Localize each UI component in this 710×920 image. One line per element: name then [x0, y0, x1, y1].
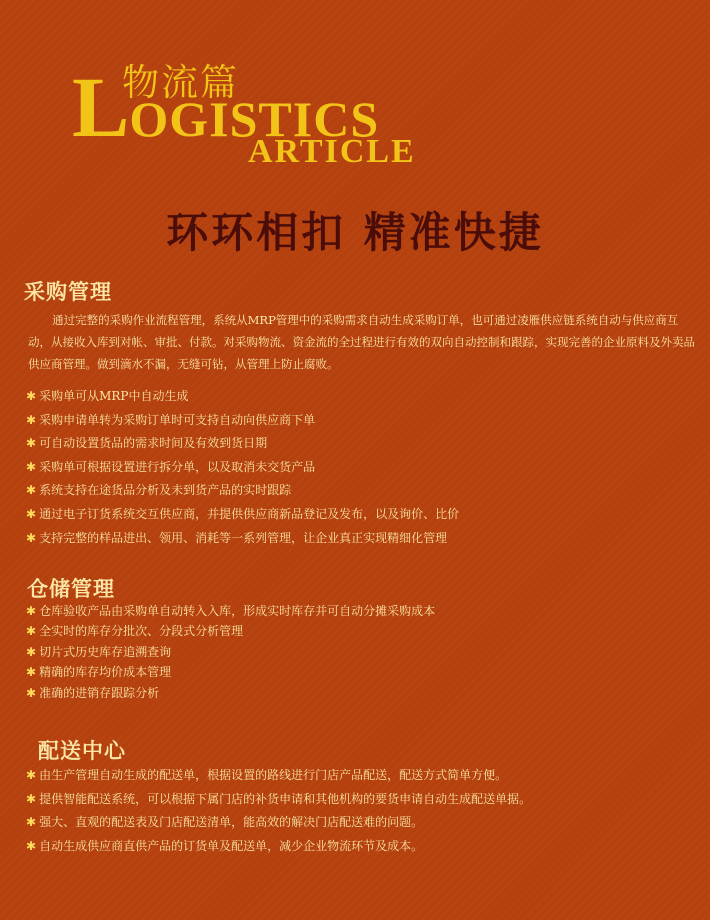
star-bullet-icon: ✱: [26, 506, 37, 521]
list-item: [26, 479, 459, 503]
star-bullet-icon: ✱: [26, 685, 37, 700]
list-item: [26, 662, 435, 682]
list-item-text: 系统支持在途货品分析及未到货产品的实时跟踪: [39, 483, 292, 498]
section-title-warehouse: 仓储管理: [27, 576, 115, 601]
list-item: [26, 432, 459, 456]
star-bullet-icon: ✱: [26, 604, 37, 618]
list-item-text: 精确的库存均价成本管理: [39, 665, 172, 680]
list-item-text: 通过电子订货系统交互供应商，并提供供应商新品登记及发布，以及询价、比价: [39, 506, 460, 521]
slogan: 环环相扣 精准快捷: [166, 208, 544, 257]
list-item: [26, 409, 459, 433]
list-item-text: 准确的进销存跟踪分析: [39, 685, 160, 700]
star-bullet-icon: ✱: [26, 644, 37, 659]
star-bullet-icon: ✱: [26, 838, 37, 853]
warehouse-list: [26, 601, 435, 703]
list-item-text: 仓库验收产品由采购单自动转入入库，形成实时库存并可自动分摊采购成本: [39, 604, 436, 618]
star-bullet-icon: ✱: [26, 483, 37, 498]
list-item: [26, 527, 459, 551]
list-item: [26, 835, 531, 859]
star-bullet-icon: ✱: [26, 768, 37, 782]
list-item: [26, 811, 531, 835]
star-bullet-icon: ✱: [26, 624, 37, 639]
star-bullet-icon: ✱: [26, 665, 37, 680]
list-item-text: 自动生成供应商直供产品的订货单及配送单，减少企业物流环节及成本。: [39, 838, 424, 853]
star-bullet-icon: ✱: [26, 389, 37, 403]
logo-letter-l: L: [72, 59, 130, 155]
list-item: [26, 788, 531, 812]
list-item-text: 由生产管理自动生成的配送单，根据设置的路线进行门店产品配送，配送方式简单方便。: [39, 768, 508, 782]
star-bullet-icon: ✱: [26, 459, 37, 474]
list-item-text: 采购申请单转为采购订单时可支持自动向供应商下单: [39, 412, 316, 427]
list-item-text: 提供智能配送系统，可以根据下属门店的补货申请和其他机构的要货申请自动生成配送单据。: [39, 791, 532, 806]
list-item: [26, 456, 459, 480]
list-item-text: 切片式历史库存追溯查询: [39, 644, 172, 659]
star-bullet-icon: ✱: [26, 530, 37, 545]
procurement-list: [26, 385, 459, 550]
procurement-paragraph: 通过完整的采购作业流程管理，系统从MRP管理中的采购需求自动生成采购订单，也可通过凌雁供应链系统自动与供应商互动，从接收入库到对帐、审批、付款。对采购物流、资金流的全过程进行有效的双向自动控制和跟踪，实现完善的企业原料及外卖品供应商管理。做到滴水不漏，无缝可钻，从管理上防止腐败。: [28, 313, 695, 371]
list-item: [26, 683, 435, 703]
star-bullet-icon: ✱: [26, 791, 37, 806]
list-item-text: 强大、直观的配送表及门店配送清单，能高效的解决门店配送难的问题。: [39, 815, 424, 830]
star-bullet-icon: ✱: [26, 412, 37, 427]
list-item-text: 可自动设置货品的需求时间及有效到货日期: [39, 436, 268, 451]
section-title-procurement: 采购管理: [24, 279, 112, 304]
logo-letters-ogistics: OGISTICS: [129, 91, 380, 147]
list-item: [26, 764, 531, 788]
logo-subtitle: ARTICLE: [248, 133, 416, 170]
list-item: [26, 503, 459, 527]
list-item: [26, 621, 435, 641]
star-bullet-icon: ✱: [26, 815, 37, 830]
list-item-text: 采购单可从MRP中自动生成: [39, 389, 189, 403]
list-item-text: 支持完整的样品进出、领用、消耗等一系列管理，让企业真正实现精细化管理: [39, 530, 448, 545]
section-title-distribution: 配送中心: [38, 738, 126, 763]
list-item: [26, 642, 435, 662]
list-item-text: 采购单可根据设置进行拆分单，以及取消未交货产品: [39, 459, 316, 474]
star-bullet-icon: ✱: [26, 436, 37, 451]
list-item: [26, 601, 435, 621]
list-item-text: 全实时的库存分批次、分段式分析管理: [39, 624, 244, 639]
logo-chinese-title: 物流篇: [122, 61, 239, 104]
distribution-list: [26, 764, 531, 858]
list-item: [26, 385, 459, 409]
